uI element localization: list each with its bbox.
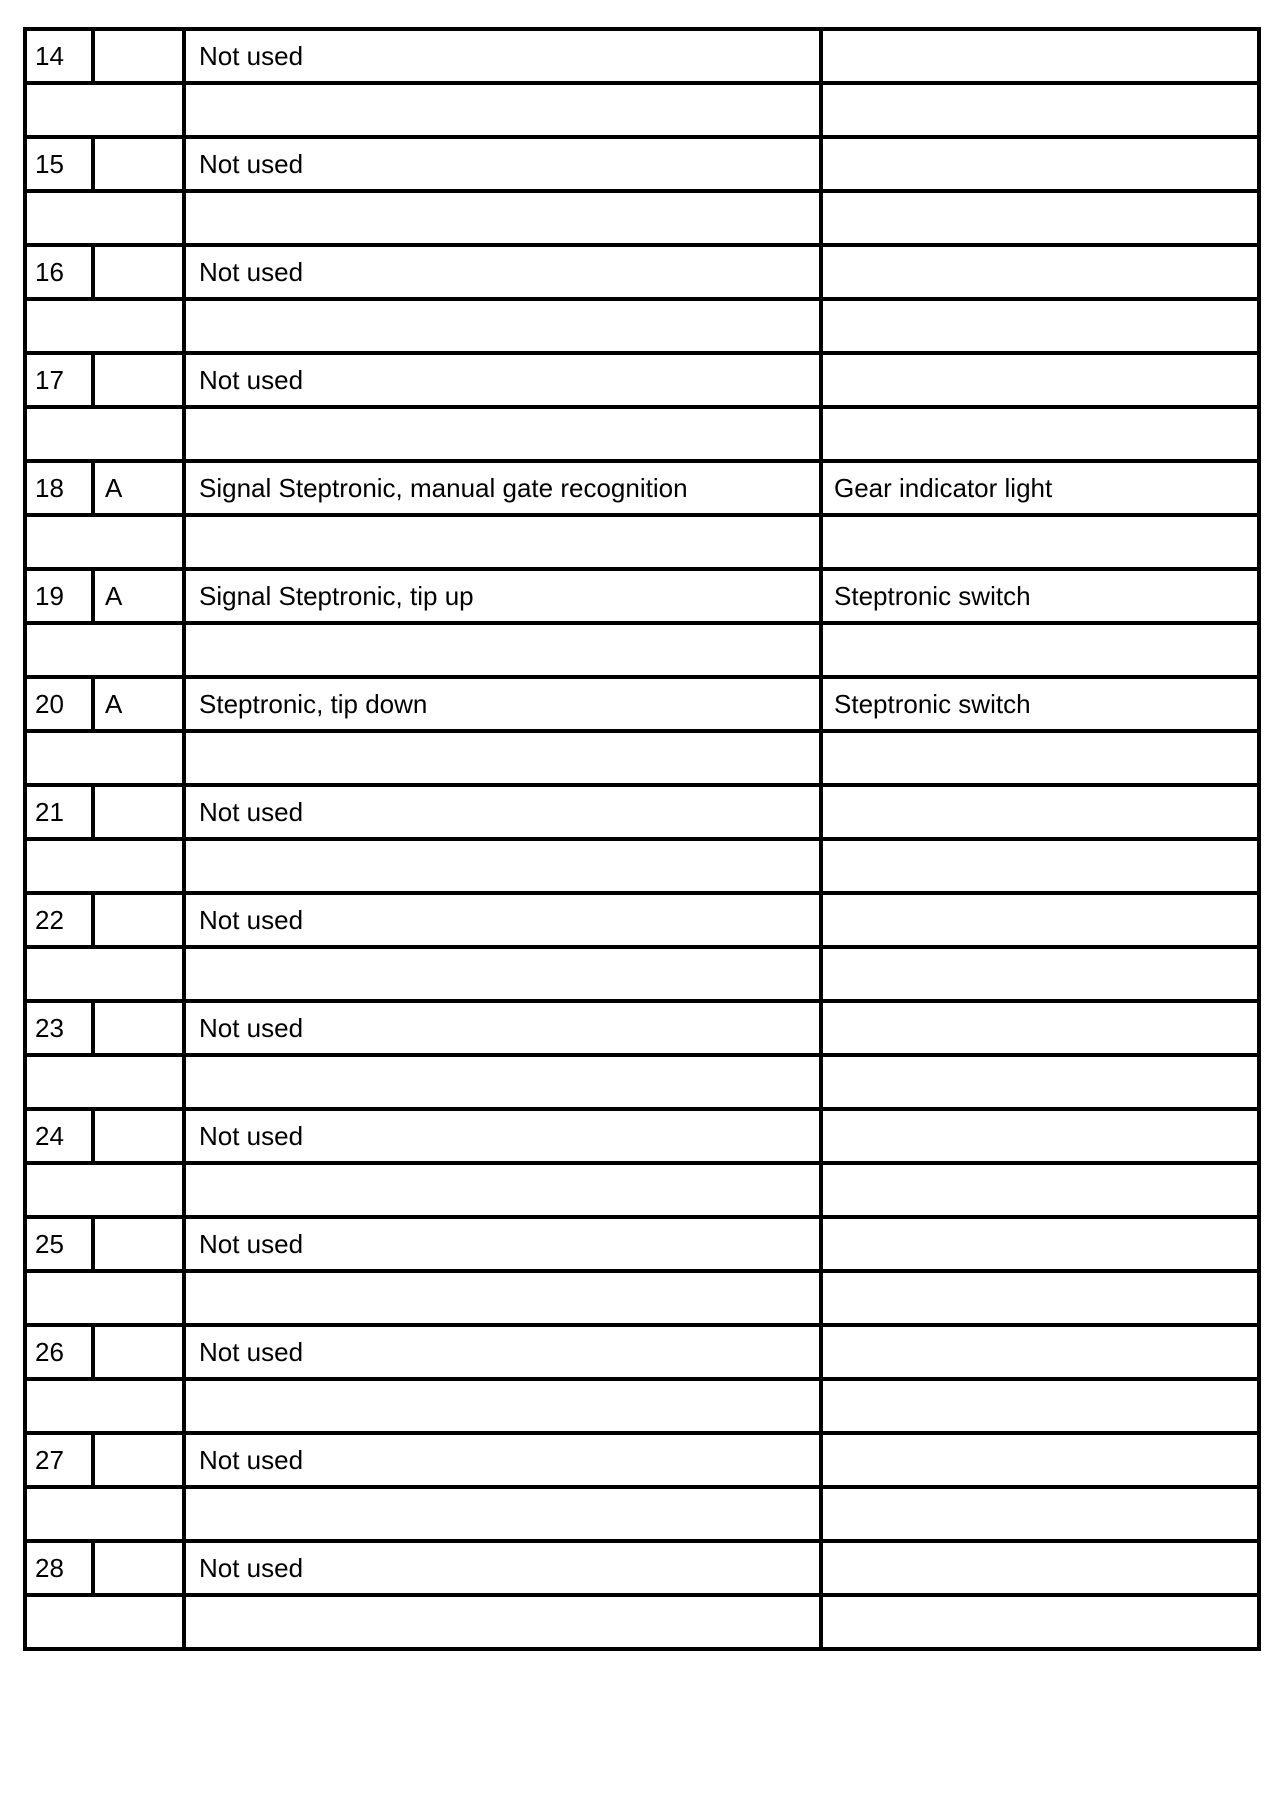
spacer-cell <box>184 1163 821 1217</box>
spacer-cell <box>184 947 821 1001</box>
spacer-cell <box>821 947 1259 1001</box>
spacer-cell <box>25 623 184 677</box>
signal-code: A <box>93 677 184 731</box>
spacer-cell <box>821 407 1259 461</box>
spacer-cell <box>25 1163 184 1217</box>
spacer-cell <box>821 623 1259 677</box>
pin-number: 24 <box>25 1109 93 1163</box>
signal-code <box>93 29 184 83</box>
spacer-cell <box>184 731 821 785</box>
spacer-cell <box>25 1487 184 1541</box>
spacer-cell <box>25 1271 184 1325</box>
table-row <box>25 1325 1259 1379</box>
signal-description: Not used <box>184 1217 821 1271</box>
spacer-cell <box>821 1487 1259 1541</box>
component <box>821 137 1259 191</box>
pin-number: 16 <box>25 245 93 299</box>
pin-number: 18 <box>25 461 93 515</box>
spacer-cell <box>184 299 821 353</box>
table-row <box>25 893 1259 947</box>
table-row <box>25 569 1259 623</box>
signal-code <box>93 893 184 947</box>
component <box>821 1541 1259 1595</box>
spacer-cell <box>25 407 184 461</box>
table-row <box>25 353 1259 407</box>
table-row <box>25 137 1259 191</box>
pin-assignment-table <box>23 27 1261 1651</box>
signal-description: Not used <box>184 1001 821 1055</box>
spacer-cell <box>25 299 184 353</box>
component <box>821 1217 1259 1271</box>
signal-description: Not used <box>184 353 821 407</box>
pin-number: 21 <box>25 785 93 839</box>
table-row <box>25 245 1259 299</box>
spacer-cell <box>821 191 1259 245</box>
signal-code <box>93 137 184 191</box>
pin-number: 15 <box>25 137 93 191</box>
pin-number: 27 <box>25 1433 93 1487</box>
signal-code <box>93 1325 184 1379</box>
component <box>821 785 1259 839</box>
spacer-cell <box>821 1379 1259 1433</box>
spacer-cell <box>821 1163 1259 1217</box>
signal-code <box>93 1217 184 1271</box>
pin-number: 17 <box>25 353 93 407</box>
pin-number: 23 <box>25 1001 93 1055</box>
signal-description: Not used <box>184 29 821 83</box>
component <box>821 245 1259 299</box>
component: Steptronic switch <box>821 677 1259 731</box>
spacer-cell <box>25 83 184 137</box>
spacer-row <box>25 1487 1259 1541</box>
spacer-row <box>25 1271 1259 1325</box>
component: Gear indicator light <box>821 461 1259 515</box>
signal-code <box>93 1433 184 1487</box>
pin-number: 20 <box>25 677 93 731</box>
signal-description: Signal Steptronic, tip up <box>184 569 821 623</box>
component <box>821 1109 1259 1163</box>
component <box>821 1001 1259 1055</box>
spacer-cell <box>184 839 821 893</box>
spacer-row <box>25 1595 1259 1649</box>
spacer-cell <box>25 947 184 1001</box>
signal-description: Not used <box>184 137 821 191</box>
component <box>821 29 1259 83</box>
signal-description: Not used <box>184 785 821 839</box>
spacer-cell <box>821 1595 1259 1649</box>
table-row <box>25 785 1259 839</box>
signal-code: A <box>93 569 184 623</box>
spacer-row <box>25 731 1259 785</box>
spacer-row <box>25 515 1259 569</box>
table-row <box>25 677 1259 731</box>
spacer-cell <box>821 1055 1259 1109</box>
component <box>821 353 1259 407</box>
spacer-cell <box>25 1055 184 1109</box>
pin-number: 25 <box>25 1217 93 1271</box>
table-row <box>25 29 1259 83</box>
spacer-cell <box>821 515 1259 569</box>
component: Steptronic switch <box>821 569 1259 623</box>
signal-code <box>93 1109 184 1163</box>
spacer-row <box>25 83 1259 137</box>
spacer-cell <box>25 839 184 893</box>
spacer-cell <box>184 1487 821 1541</box>
signal-code <box>93 245 184 299</box>
signal-description: Not used <box>184 1325 821 1379</box>
table-row <box>25 1001 1259 1055</box>
signal-description: Not used <box>184 1433 821 1487</box>
spacer-cell <box>184 1271 821 1325</box>
component <box>821 1433 1259 1487</box>
signal-description: Steptronic, tip down <box>184 677 821 731</box>
table-row <box>25 461 1259 515</box>
signal-code: A <box>93 461 184 515</box>
spacer-cell <box>821 839 1259 893</box>
pin-number: 22 <box>25 893 93 947</box>
pin-number: 14 <box>25 29 93 83</box>
spacer-row <box>25 1163 1259 1217</box>
spacer-cell <box>821 731 1259 785</box>
spacer-cell <box>184 191 821 245</box>
table-row <box>25 1217 1259 1271</box>
spacer-cell <box>184 1055 821 1109</box>
spacer-cell <box>184 623 821 677</box>
spacer-cell <box>25 191 184 245</box>
spacer-cell <box>184 1595 821 1649</box>
spacer-cell <box>821 83 1259 137</box>
spacer-row <box>25 1379 1259 1433</box>
pin-number: 28 <box>25 1541 93 1595</box>
pin-number: 19 <box>25 569 93 623</box>
spacer-cell <box>184 407 821 461</box>
spacer-row <box>25 1055 1259 1109</box>
spacer-cell <box>25 1379 184 1433</box>
component <box>821 893 1259 947</box>
spacer-row <box>25 191 1259 245</box>
spacer-cell <box>25 1595 184 1649</box>
signal-code <box>93 1541 184 1595</box>
spacer-row <box>25 623 1259 677</box>
signal-code <box>93 353 184 407</box>
pin-number: 26 <box>25 1325 93 1379</box>
signal-description: Not used <box>184 1109 821 1163</box>
table-row <box>25 1433 1259 1487</box>
spacer-row <box>25 839 1259 893</box>
spacer-row <box>25 299 1259 353</box>
signal-description: Signal Steptronic, manual gate recognition <box>184 461 821 515</box>
signal-code <box>93 785 184 839</box>
table-row <box>25 1109 1259 1163</box>
spacer-cell <box>821 299 1259 353</box>
spacer-cell <box>25 731 184 785</box>
spacer-row <box>25 947 1259 1001</box>
signal-description: Not used <box>184 1541 821 1595</box>
spacer-cell <box>184 1379 821 1433</box>
spacer-cell <box>821 1271 1259 1325</box>
spacer-cell <box>25 515 184 569</box>
pin-table-body <box>25 29 1259 1649</box>
spacer-cell <box>184 83 821 137</box>
spacer-cell <box>184 515 821 569</box>
spacer-row <box>25 407 1259 461</box>
signal-description: Not used <box>184 245 821 299</box>
component <box>821 1325 1259 1379</box>
signal-description: Not used <box>184 893 821 947</box>
signal-code <box>93 1001 184 1055</box>
table-row <box>25 1541 1259 1595</box>
